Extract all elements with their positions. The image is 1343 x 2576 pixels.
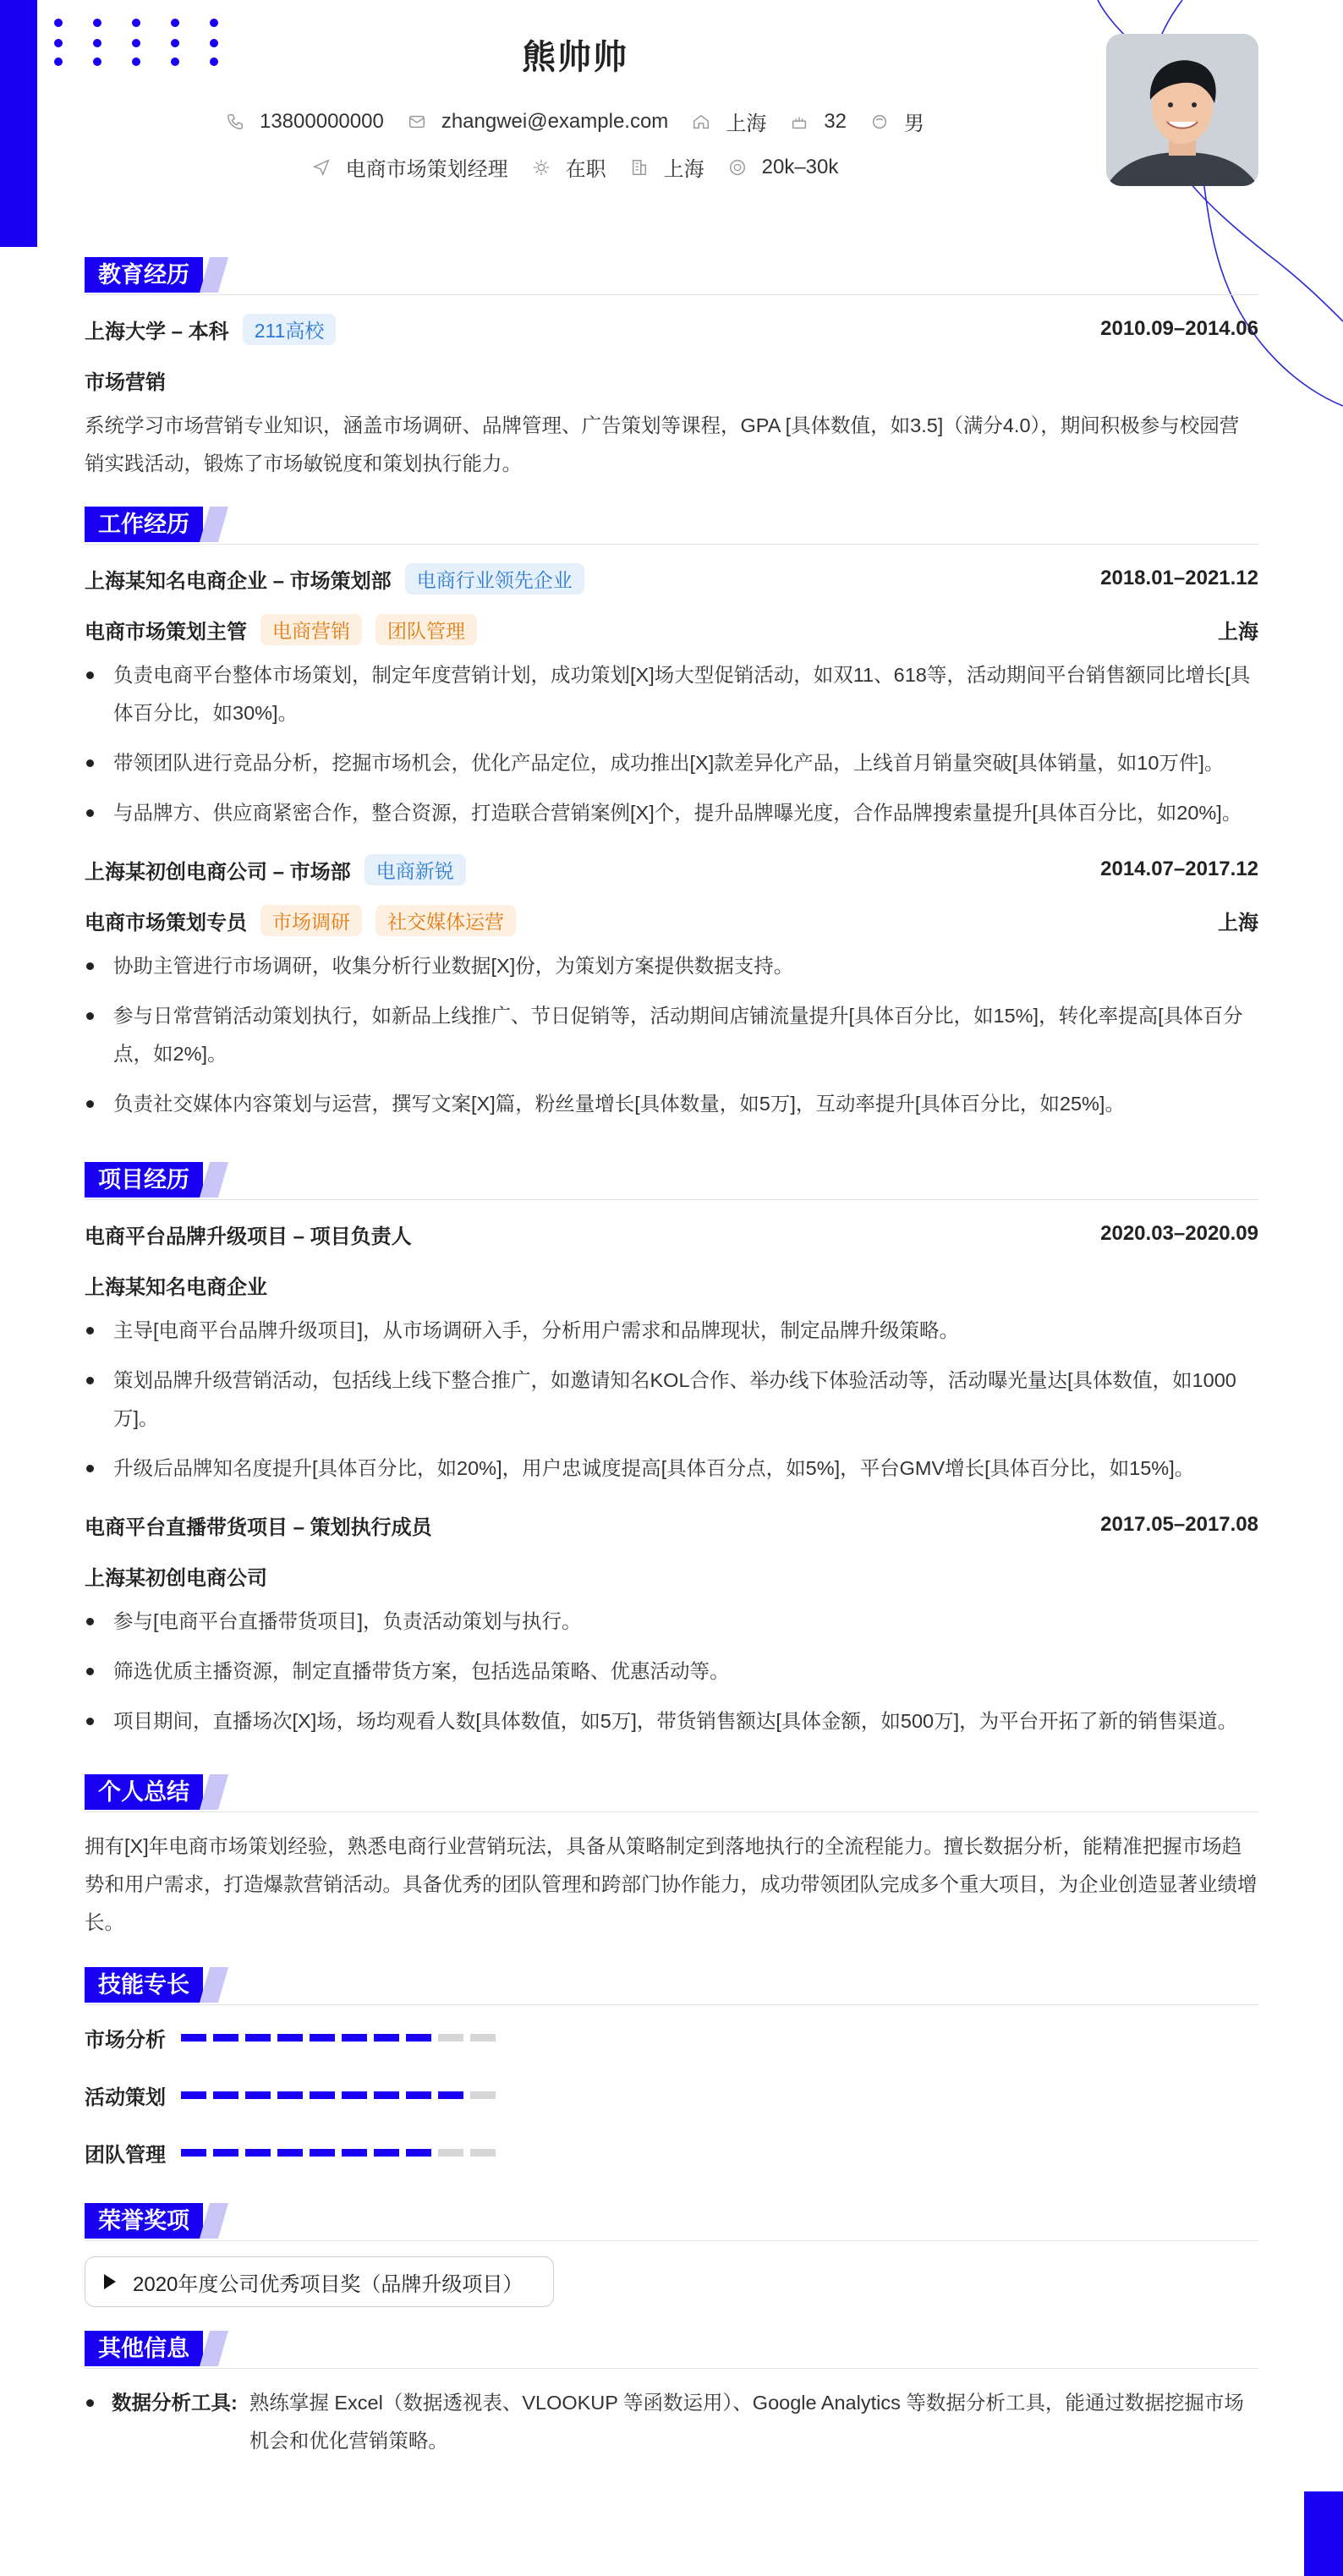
education-period: 2010.09–2014.06 — [1100, 317, 1258, 340]
candidate-name: 熊帅帅 — [522, 39, 628, 76]
gender-text: 男 — [904, 112, 925, 135]
intent-salary — [728, 156, 839, 179]
section-other — [85, 2331, 1258, 2369]
project-period: 2017.05–2017.08 — [1100, 1513, 1258, 1536]
contact-gender — [870, 107, 924, 136]
accent-bar-right — [1304, 2491, 1343, 2576]
skill-level-segment — [245, 2034, 271, 2042]
education-major-row — [85, 361, 1258, 398]
section-title-label: 其他信息 — [85, 2331, 203, 2366]
school-name: 上海大学 – 本科 — [85, 320, 229, 343]
intent-position — [312, 152, 508, 182]
project-bullet: 策划品牌升级营销活动，包括线上线下整合推广，如邀请知名KOL合作、举办线下体验活动等，活动曝光量达[具体数值，如1000万]。 — [85, 1362, 1258, 1438]
city-text: 上海 — [726, 112, 767, 135]
work-company: 上海某初创电商公司 – 市场部 — [85, 860, 351, 884]
education-entry — [85, 310, 1258, 348]
salary-icon — [728, 158, 747, 177]
mail-icon — [408, 112, 426, 131]
contact-age — [790, 110, 847, 134]
section-projects — [85, 1162, 1258, 1200]
school-tag: 211高校 — [243, 314, 337, 345]
section-title-label: 技能专长 — [85, 1967, 203, 2003]
work-city: 上海 — [1218, 620, 1258, 644]
skill-level-segment — [181, 2149, 206, 2157]
intent-salary-text: 20k–30k — [761, 155, 839, 178]
skill-level-segment — [310, 2091, 335, 2099]
intent-status-text: 在职 — [565, 158, 606, 181]
project-bullet: 筛选优质主播资源，制定直播带货方案，包括选品策略、优惠活动等。 — [85, 1652, 1258, 1691]
work-period: 2018.01–2021.12 — [1100, 567, 1258, 589]
work-bullet: 参与日常营销活动策划执行，如新品上线推广、节日促销等，活动期间店铺流量提升[具体百分比，如15%]，转化率提高[具体百分点，如2%]。 — [85, 997, 1258, 1073]
project-bullet: 主导[电商平台品牌升级项目]，从市场调研入手，分析用户需求和品牌现状，制定品牌升级策略。 — [85, 1312, 1258, 1350]
section-title-label: 项目经历 — [85, 1162, 203, 1198]
work-skill-tag: 团队管理 — [375, 614, 477, 645]
skill-level-segment — [470, 2149, 496, 2157]
work-company-tag: 电商行业领先企业 — [405, 563, 584, 595]
project-org: 上海某知名电商企业 — [85, 1275, 267, 1299]
work-position: 电商市场策划主管 — [85, 620, 247, 644]
skill-level-segment — [245, 2091, 271, 2099]
section-skills — [85, 1967, 1258, 2005]
skill-level-segment — [277, 2034, 303, 2042]
contact-city — [692, 107, 766, 136]
intent-city — [630, 152, 704, 182]
work-bullet: 协助主管进行市场调研，收集分析行业数据[X]份，为策划方案提供数据支持。 — [85, 947, 1258, 985]
section-title-tail — [200, 1774, 228, 1810]
work-bullet: 负责电商平台整体市场策划，制定年度营销计划，成功策划[X]场大型促销活动，如双11、618等，活动期间平台销售额同比增长[具体百分比，如30%]。 — [85, 656, 1258, 732]
other-info-label: 数据分析工具: — [112, 2392, 238, 2414]
skill-level-segment — [470, 2091, 496, 2099]
education-description: 系统学习市场营销专业知识，涵盖市场调研、品牌管理、广告策划等课程，GPA [具体数值，如3.5]（满分4.0），期间积极参与校园营销实践活动，锻炼了市场敏锐度和策划执行能力。 — [85, 414, 1240, 474]
skills-list — [85, 2020, 1258, 2193]
project-bullet: 参与[电商平台直播带货项目]，负责活动策划与执行。 — [85, 1603, 1258, 1641]
email-text: zhangwei@example.com — [441, 109, 669, 133]
work-entry — [85, 851, 1258, 1123]
skill-level-segment — [438, 2091, 463, 2099]
skill-level-segment — [342, 2034, 367, 2042]
building-icon — [630, 158, 649, 177]
skill-level-segment — [310, 2149, 335, 2157]
section-title-label: 荣誉奖项 — [85, 2203, 203, 2239]
contact-phone — [226, 110, 384, 134]
skill-level-segment — [213, 2149, 238, 2157]
skill-item — [85, 2135, 682, 2169]
skill-level-segment — [406, 2091, 431, 2099]
section-title-tail — [200, 257, 228, 293]
skill-level-segment — [181, 2091, 206, 2099]
section-education — [85, 257, 1258, 295]
skill-level-segment — [470, 2034, 496, 2042]
project-bullet: 项目期间，直播场次[X]场，场均观看人数[具体数值，如5万]，带货销售额达[具体金额，如500万]，为平台开拓了新的销售渠道。 — [85, 1702, 1258, 1740]
skill-level-segment — [277, 2149, 303, 2157]
contact-email — [408, 110, 669, 134]
project-org: 上海某初创电商公司 — [85, 1566, 267, 1590]
project-name: 电商平台品牌升级项目 – 项目负责人 — [85, 1225, 412, 1248]
other-info-item — [85, 2384, 1258, 2460]
skill-level-segment — [438, 2034, 463, 2042]
phone-text: 13800000000 — [259, 109, 384, 133]
age-icon — [790, 112, 809, 131]
skill-level-segment — [374, 2034, 399, 2042]
work-period: 2014.07–2017.12 — [1100, 858, 1258, 880]
age-text: 32 — [824, 109, 847, 133]
work-skill-tag: 社交媒体运营 — [375, 905, 516, 936]
education-major: 市场营销 — [85, 370, 166, 394]
section-title-label: 工作经历 — [85, 507, 203, 542]
project-name: 电商平台直播带货项目 – 策划执行成员 — [85, 1515, 432, 1539]
other-info-list — [85, 2384, 1258, 2460]
work-bullet: 带领团队进行竞品分析，挖掘市场机会，优化产品定位，成功推出[X]款差异化产品，上线首月销量突破[具体销量，如10万件]。 — [85, 744, 1258, 782]
skill-item — [85, 2020, 682, 2054]
play-triangle-icon — [104, 2274, 116, 2289]
skill-level-segment — [213, 2091, 238, 2099]
skill-level-segment — [181, 2034, 206, 2042]
work-skill-tag: 电商营销 — [260, 614, 362, 645]
home-icon — [692, 112, 710, 131]
send-icon — [312, 158, 331, 177]
work-entry — [85, 560, 1258, 832]
status-icon — [532, 158, 551, 177]
work-skill-tag: 市场调研 — [260, 905, 362, 936]
project-bullet: 升级后品牌知名度提升[具体百分比，如20%]，用户忠诚度提高[具体百分点，如5%]，平台GMV增长[具体百分比，如15%]。 — [85, 1450, 1258, 1488]
job-intent-row — [0, 152, 1150, 182]
skill-level-segment — [277, 2091, 303, 2099]
skill-level-segment — [438, 2149, 463, 2157]
skill-name: 市场分析 — [85, 2028, 166, 2052]
award-item[interactable] — [85, 2256, 554, 2307]
skill-item — [85, 2078, 682, 2112]
section-title-label: 个人总结 — [85, 1774, 203, 1810]
skill-level-segment — [374, 2149, 399, 2157]
section-work — [85, 507, 1258, 545]
section-title-tail — [200, 1162, 228, 1198]
project-period: 2020.03–2020.09 — [1100, 1222, 1258, 1245]
skill-level-bar — [181, 2149, 502, 2157]
section-title-label: 教育经历 — [85, 257, 203, 293]
intent-city-text: 上海 — [663, 158, 704, 181]
project-entry — [85, 1215, 1258, 1488]
skill-level-segment — [342, 2091, 367, 2099]
skill-level-segment — [406, 2149, 431, 2157]
gender-icon — [870, 112, 889, 131]
skill-level-segment — [245, 2149, 271, 2157]
skill-level-segment — [406, 2034, 431, 2042]
intent-status — [532, 152, 606, 182]
section-title-tail — [200, 1967, 228, 2003]
work-city: 上海 — [1218, 911, 1258, 934]
skill-level-segment — [342, 2149, 367, 2157]
skill-name: 团队管理 — [85, 2143, 166, 2167]
other-info-text: 熟练掌握 Excel（数据透视表、VLOOKUP 等函数运用）、Google Analytics 等数据分析工具，能通过数据挖掘市场机会和优化营销策略。 — [249, 2392, 1244, 2452]
section-title-tail — [200, 507, 228, 542]
work-bullet: 与品牌方、供应商紧密合作，整合资源，打造联合营销案例[X]个，提升品牌曝光度，合作品牌搜索量提升[具体百分比，如20%]。 — [85, 794, 1258, 832]
work-position: 电商市场策划专员 — [85, 911, 247, 934]
intent-position-text: 电商市场策划经理 — [345, 158, 508, 181]
contact-row — [0, 107, 1150, 136]
award-text: 2020年度公司优秀项目奖（品牌升级项目） — [133, 2272, 523, 2296]
work-company-tag: 电商新锐 — [365, 854, 466, 885]
skill-name: 活动策划 — [85, 2085, 166, 2109]
section-summary — [85, 1774, 1258, 1812]
phone-icon — [226, 112, 244, 131]
work-bullet: 负责社交媒体内容策划与运营，撰写文案[X]篇，粉丝量增长[具体数量，如5万]，互动率提升[具体百分比，如25%]。 — [85, 1085, 1258, 1123]
skill-level-segment — [374, 2091, 399, 2099]
section-title-tail — [200, 2203, 228, 2239]
resume-content — [85, 233, 1258, 2460]
skill-level-bar — [181, 2034, 502, 2042]
summary-text: 拥有[X]年电商市场策划经验，熟悉电商行业营销玩法，具备从策略制定到落地执行的全流程能力。擅长数据分析，能精准把握市场趋势和用户需求，打造爆款营销活动。具备优秀的团队管理和跨部门协作能力，成功带领团队完成多个重大项目，为企业创造显著业绩增长。 — [85, 1835, 1258, 1933]
section-title-tail — [200, 2331, 228, 2366]
skill-level-bar — [181, 2091, 502, 2099]
work-company: 上海某知名电商企业 – 市场策划部 — [85, 569, 392, 593]
section-awards — [85, 2203, 1258, 2241]
project-entry — [85, 1506, 1258, 1740]
skill-level-segment — [213, 2034, 238, 2042]
skill-level-segment — [310, 2034, 335, 2042]
